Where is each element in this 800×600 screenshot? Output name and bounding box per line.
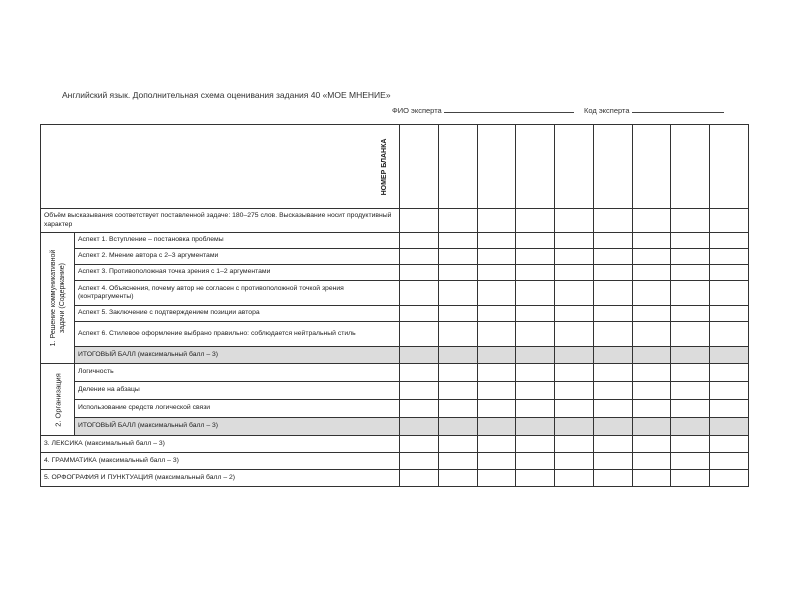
aspect-6: Аспект 6. Стилевое оформление выбрано правильно: соблюдается нейтральный стиль — [75, 322, 400, 347]
score-cell[interactable] — [516, 418, 555, 436]
score-cell[interactable] — [710, 453, 749, 470]
score-cell[interactable] — [438, 364, 477, 382]
score-cell[interactable] — [593, 418, 632, 436]
section1-label-cell — [41, 233, 75, 364]
score-cell[interactable] — [593, 453, 632, 470]
score-cell[interactable] — [400, 347, 439, 364]
score-cell[interactable] — [400, 418, 439, 436]
score-cell[interactable] — [593, 281, 632, 306]
aspect-row — [41, 265, 749, 281]
score-cell[interactable] — [632, 249, 671, 265]
score-cell[interactable] — [671, 306, 710, 322]
score-cell[interactable] — [555, 418, 594, 436]
aspect-2: Аспект 2. Мнение автора с 2–3 аргументами — [75, 249, 400, 265]
score-cell[interactable] — [671, 281, 710, 306]
score-cell[interactable] — [593, 364, 632, 382]
score-cell[interactable] — [671, 453, 710, 470]
score-cell[interactable] — [632, 265, 671, 281]
score-cell[interactable] — [438, 436, 477, 453]
score-cell[interactable] — [710, 418, 749, 436]
score-cell[interactable] — [438, 249, 477, 265]
score-cell[interactable] — [671, 233, 710, 249]
score-cell[interactable] — [555, 209, 594, 233]
score-cell[interactable] — [593, 400, 632, 418]
org-item-1: Логичность — [75, 364, 400, 382]
score-cell[interactable] — [671, 209, 710, 233]
score-cell[interactable] — [477, 364, 516, 382]
score-cell[interactable] — [710, 322, 749, 347]
score-cell[interactable] — [438, 322, 477, 347]
score-cell[interactable] — [400, 400, 439, 418]
score-cell[interactable] — [516, 347, 555, 364]
blank-number-cell[interactable] — [477, 125, 516, 209]
score-cell[interactable] — [671, 382, 710, 400]
score-cell[interactable] — [593, 233, 632, 249]
score-cell[interactable] — [710, 382, 749, 400]
score-cell[interactable] — [671, 418, 710, 436]
score-cell[interactable] — [710, 306, 749, 322]
score-cell[interactable] — [438, 400, 477, 418]
expert-name-label: ФИО эксперта — [392, 106, 442, 115]
score-cell[interactable] — [710, 233, 749, 249]
score-cell[interactable] — [555, 265, 594, 281]
aspect-row — [41, 306, 749, 322]
grammar-criterion: 4. ГРАММАТИКА (максимальный балл – 3) — [41, 453, 400, 470]
score-cell[interactable] — [438, 281, 477, 306]
score-cell[interactable] — [516, 364, 555, 382]
score-cell[interactable] — [710, 209, 749, 233]
score-cell[interactable] — [477, 249, 516, 265]
score-cell[interactable] — [400, 249, 439, 265]
expert-code-field[interactable] — [632, 104, 724, 113]
score-cell[interactable] — [438, 418, 477, 436]
score-cell[interactable] — [477, 209, 516, 233]
section2-total-row — [41, 418, 749, 436]
score-cell[interactable] — [400, 306, 439, 322]
score-cell[interactable] — [555, 306, 594, 322]
aspect-row — [41, 233, 749, 249]
score-cell[interactable] — [593, 249, 632, 265]
blank-number-cell[interactable] — [710, 125, 749, 209]
score-cell[interactable] — [400, 209, 439, 233]
score-cell[interactable] — [516, 322, 555, 347]
score-cell[interactable] — [593, 306, 632, 322]
score-cell[interactable] — [671, 265, 710, 281]
score-cell[interactable] — [438, 209, 477, 233]
score-cell[interactable] — [477, 400, 516, 418]
header-row — [41, 125, 749, 209]
blank-number-cell[interactable] — [516, 125, 555, 209]
score-cell[interactable] — [400, 470, 439, 487]
score-cell[interactable] — [671, 470, 710, 487]
score-cell[interactable] — [555, 233, 594, 249]
score-cell[interactable] — [438, 233, 477, 249]
score-cell[interactable] — [555, 281, 594, 306]
org-row — [41, 400, 749, 418]
score-cell[interactable] — [555, 347, 594, 364]
score-cell[interactable] — [400, 436, 439, 453]
expert-name-field[interactable] — [444, 104, 574, 113]
org-item-3: Использование средств логической связи — [75, 400, 400, 418]
blank-number-cell[interactable] — [400, 125, 439, 209]
score-cell[interactable] — [593, 322, 632, 347]
score-cell[interactable] — [710, 436, 749, 453]
aspect-row — [41, 249, 749, 265]
expert-code-label: Код эксперта — [584, 106, 630, 115]
score-cell[interactable] — [516, 281, 555, 306]
score-cell[interactable] — [632, 306, 671, 322]
score-cell[interactable] — [516, 382, 555, 400]
section2-label: 2. Организация — [53, 372, 62, 427]
score-cell[interactable] — [516, 400, 555, 418]
score-cell[interactable] — [632, 364, 671, 382]
score-cell[interactable] — [632, 382, 671, 400]
score-cell[interactable] — [671, 400, 710, 418]
section2-label-cell — [41, 364, 75, 436]
score-cell[interactable] — [438, 453, 477, 470]
score-cell[interactable] — [477, 453, 516, 470]
score-cell[interactable] — [516, 265, 555, 281]
score-cell[interactable] — [671, 249, 710, 265]
org-row — [41, 382, 749, 400]
aspect-row — [41, 281, 749, 306]
section1-total: ИТОГОВЫЙ БАЛЛ (максимальный балл – 3) — [75, 347, 400, 364]
score-cell[interactable] — [400, 322, 439, 347]
section2-total: ИТОГОВЫЙ БАЛЛ (максимальный балл – 3) — [75, 418, 400, 436]
score-cell[interactable] — [438, 347, 477, 364]
score-cell[interactable] — [516, 209, 555, 233]
score-cell[interactable] — [632, 233, 671, 249]
score-cell[interactable] — [477, 322, 516, 347]
score-cell[interactable] — [477, 265, 516, 281]
score-cell[interactable] — [632, 453, 671, 470]
aspect-1: Аспект 1. Вступление – постановка проблемы — [75, 233, 400, 249]
score-cell[interactable] — [710, 364, 749, 382]
aspect-4: Аспект 4. Объяснения, почему автор не согласен с противоположной точкой зрения (контраргументы) — [75, 281, 400, 306]
org-item-2: Деление на абзацы — [75, 382, 400, 400]
score-cell[interactable] — [593, 209, 632, 233]
score-cell[interactable] — [555, 382, 594, 400]
section1-label: 1. Решение коммуникативной задачи (Содержание) — [49, 249, 66, 347]
blank-number-header — [41, 125, 400, 209]
score-cell[interactable] — [671, 322, 710, 347]
score-cell[interactable] — [593, 347, 632, 364]
score-cell[interactable] — [438, 382, 477, 400]
score-cell[interactable] — [400, 281, 439, 306]
score-cell[interactable] — [477, 233, 516, 249]
score-cell[interactable] — [516, 470, 555, 487]
score-cell[interactable] — [400, 265, 439, 281]
score-cell[interactable] — [555, 364, 594, 382]
score-cell[interactable] — [593, 382, 632, 400]
score-cell[interactable] — [400, 453, 439, 470]
score-cell[interactable] — [516, 249, 555, 265]
document-title: Английский язык. Дополнительная схема оценивания задания 40 «МОЕ МНЕНИЕ» — [62, 90, 391, 100]
score-cell[interactable] — [632, 322, 671, 347]
score-cell[interactable] — [555, 453, 594, 470]
aspect-3: Аспект 3. Противоположная точка зрения с 1–2 аргументами — [75, 265, 400, 281]
score-cell[interactable] — [477, 306, 516, 322]
score-cell[interactable] — [438, 306, 477, 322]
score-cell[interactable] — [555, 436, 594, 453]
grading-table — [40, 124, 749, 487]
score-cell[interactable] — [671, 347, 710, 364]
score-cell[interactable] — [671, 364, 710, 382]
volume-criterion: Объём высказывания соответствует поставленной задаче: 180–275 слов. Высказывание носит продуктивный характер — [41, 209, 400, 233]
blank-number-cell[interactable] — [593, 125, 632, 209]
blank-number-cell[interactable] — [438, 125, 477, 209]
score-cell[interactable] — [632, 209, 671, 233]
score-cell[interactable] — [477, 436, 516, 453]
score-cell[interactable] — [710, 281, 749, 306]
score-cell[interactable] — [632, 436, 671, 453]
blank-number-cell[interactable] — [555, 125, 594, 209]
score-cell[interactable] — [438, 470, 477, 487]
org-row — [41, 364, 749, 382]
score-cell[interactable] — [477, 347, 516, 364]
score-cell[interactable] — [710, 249, 749, 265]
score-cell[interactable] — [710, 470, 749, 487]
score-cell[interactable] — [593, 265, 632, 281]
lexis-row — [41, 436, 749, 453]
aspect-row — [41, 322, 749, 347]
score-cell[interactable] — [632, 281, 671, 306]
score-cell[interactable] — [710, 265, 749, 281]
score-cell[interactable] — [477, 281, 516, 306]
blank-number-cell[interactable] — [671, 125, 710, 209]
aspect-5: Аспект 5. Заключение с подтверждением позиции автора — [75, 306, 400, 322]
score-cell[interactable] — [632, 400, 671, 418]
grammar-row — [41, 453, 749, 470]
spelling-row — [41, 470, 749, 487]
score-cell[interactable] — [632, 347, 671, 364]
score-cell[interactable] — [477, 470, 516, 487]
score-cell[interactable] — [593, 436, 632, 453]
score-cell[interactable] — [438, 265, 477, 281]
lexis-criterion: 3. ЛЕКСИКА (максимальный балл – 3) — [41, 436, 400, 453]
score-cell[interactable] — [516, 436, 555, 453]
blank-number-cell[interactable] — [632, 125, 671, 209]
score-cell[interactable] — [555, 249, 594, 265]
expert-info-line — [392, 104, 724, 115]
score-cell[interactable] — [555, 400, 594, 418]
score-cell[interactable] — [671, 436, 710, 453]
score-cell[interactable] — [555, 470, 594, 487]
score-cell[interactable] — [400, 233, 439, 249]
score-cell[interactable] — [516, 306, 555, 322]
score-cell[interactable] — [710, 400, 749, 418]
score-cell[interactable] — [477, 382, 516, 400]
spelling-criterion: 5. ОРФОГРАФИЯ И ПУНКТУАЦИЯ (максимальный балл – 2) — [41, 470, 400, 487]
score-cell[interactable] — [555, 322, 594, 347]
score-cell[interactable] — [710, 347, 749, 364]
score-cell[interactable] — [400, 382, 439, 400]
score-cell[interactable] — [516, 233, 555, 249]
score-cell[interactable] — [400, 364, 439, 382]
volume-row — [41, 209, 749, 233]
score-cell[interactable] — [632, 418, 671, 436]
blank-number-label: НОМЕР БЛАНКА — [381, 138, 389, 195]
score-cell[interactable] — [516, 453, 555, 470]
score-cell[interactable] — [632, 470, 671, 487]
section1-total-row — [41, 347, 749, 364]
score-cell[interactable] — [593, 470, 632, 487]
score-cell[interactable] — [477, 418, 516, 436]
